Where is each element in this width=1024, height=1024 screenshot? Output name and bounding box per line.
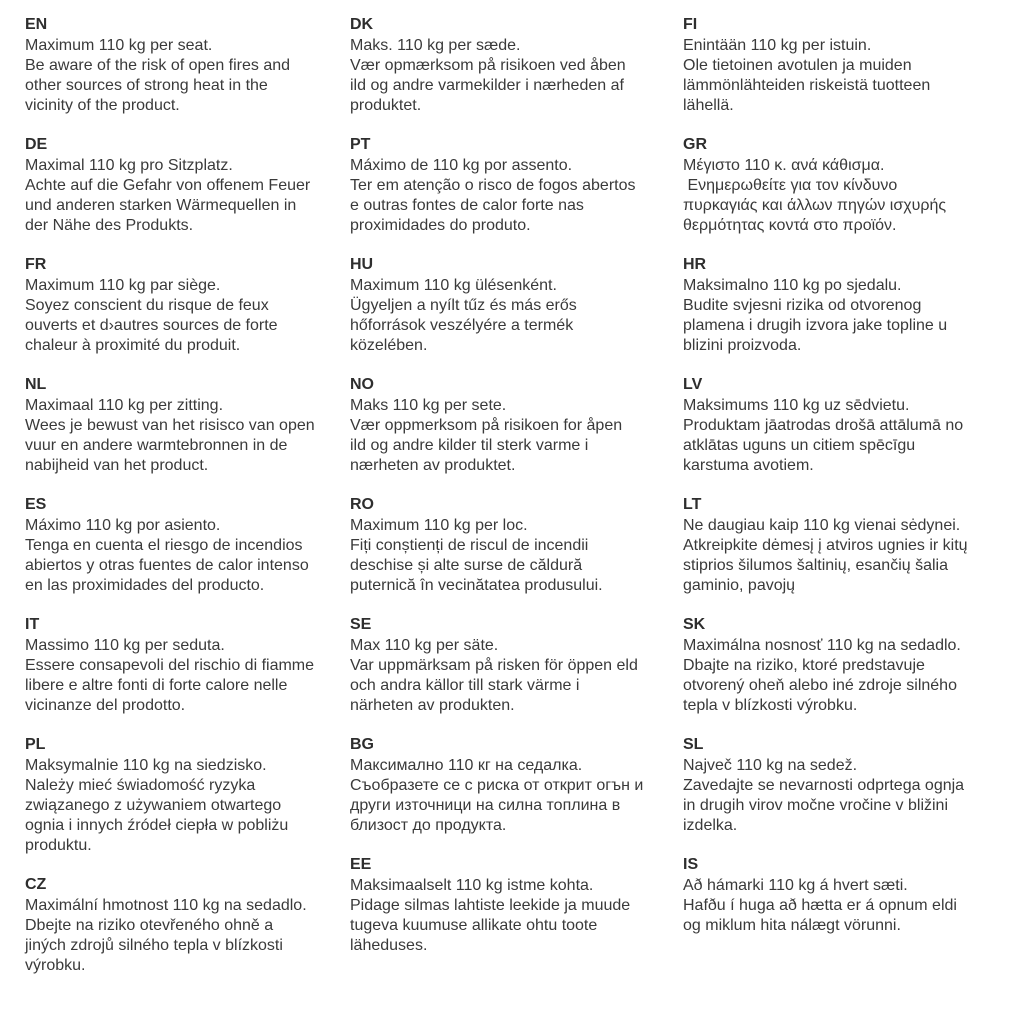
- warning-line: Máximo 110 kg por asiento.: [25, 517, 221, 534]
- language-block-ee: [350, 854, 683, 956]
- warning-line: Be aware of the risk of open fires and: [25, 57, 291, 74]
- warning-line: tugeva kuumuse allikate ohtu toote: [350, 917, 598, 934]
- warning-line: Maximálna nosnosť 110 kg na sedadlo.: [683, 637, 961, 654]
- language-block-en: [25, 14, 350, 116]
- warning-line: puternică în vecinătatea produsului.: [350, 577, 603, 594]
- warning-line: Massimo 110 kg per seduta.: [25, 637, 225, 654]
- language-code: IT: [25, 616, 40, 633]
- warning-line: ognia i innych źródeł ciepła w pobliżu: [25, 817, 289, 834]
- warning-line: blizini proizvoda.: [683, 337, 802, 354]
- warning-line: Maximum 110 kg par siège.: [25, 277, 221, 294]
- warning-line: Maksimaalselt 110 kg istme kohta.: [350, 877, 594, 894]
- warning-line: Hafðu í huga að hætta er á opnum eldi: [683, 897, 957, 914]
- warning-line: Maximal 110 kg pro Sitzplatz.: [25, 157, 233, 174]
- warning-line: Maks 110 kg per sete.: [350, 397, 507, 414]
- language-code: SE: [350, 616, 372, 633]
- language-block-dk: [350, 14, 683, 116]
- warning-line: abiertos y otras fuentes de calor intenso: [25, 557, 309, 574]
- warning-line: Ter em atenção o risco de fogos abertos: [350, 177, 636, 194]
- language-code: FR: [25, 256, 47, 273]
- warning-line: lämmönlähteiden riskeistä tuotteen: [683, 77, 931, 94]
- warning-line: närheten av produkten.: [350, 697, 515, 714]
- warning-line: други източници на силна топлина в: [350, 797, 621, 814]
- warning-line: Maksimalno 110 kg po sjedalu.: [683, 277, 902, 294]
- language-code: PL: [25, 736, 46, 753]
- warning-line: Ne daugiau kaip 110 kg vienai sėdynei.: [683, 517, 961, 534]
- warning-line: karstuma avotiem.: [683, 457, 814, 474]
- language-code: ES: [25, 496, 47, 513]
- warning-line: Wees je bewust van het risisco van open: [25, 417, 315, 434]
- language-code: DK: [350, 16, 374, 33]
- warning-line: Dbejte na riziko otevřeného ohně a: [25, 917, 274, 934]
- language-code: HR: [683, 256, 707, 273]
- warning-line: Að hámarki 110 kg á hvert sæti.: [683, 877, 908, 894]
- language-block-hu: [350, 254, 683, 356]
- language-code: FI: [683, 16, 698, 33]
- warning-line: Var uppmärksam på risken för öppen eld: [350, 657, 638, 674]
- warning-line: Ügyeljen a nyílt tűz és más erős: [350, 297, 577, 314]
- language-code: GR: [683, 136, 707, 153]
- warning-line: ild og andre varmekilder i nærheden af: [350, 77, 624, 94]
- language-code: LV: [683, 376, 703, 393]
- warning-line: libere e altre fonti di forte calore nelle: [25, 677, 288, 694]
- language-block-es: [25, 494, 350, 596]
- warning-line: en las proximidades del producto.: [25, 577, 265, 594]
- column-left: [25, 14, 350, 994]
- warning-line: vicinity of the product.: [25, 97, 180, 114]
- language-code: CZ: [25, 876, 47, 893]
- warning-line: ouverts et d›autres sources de forte: [25, 317, 278, 334]
- warning-line: atklātas uguns un citiem spēcīgu: [683, 437, 916, 454]
- language-block-ro: [350, 494, 683, 596]
- warning-line: in drugih virov močne vročine v bližini: [683, 797, 948, 814]
- language-code: NL: [25, 376, 47, 393]
- warning-line: nærheten av produktet.: [350, 457, 516, 474]
- language-block-fr: [25, 254, 350, 356]
- language-code: EE: [350, 856, 372, 873]
- warning-line: otvorený oheň alebo iné zdroje silného: [683, 677, 957, 694]
- warning-line: und anderen starken Wärmequellen in: [25, 197, 297, 214]
- warning-line: gaminio, pavojų: [683, 577, 796, 594]
- warning-line: πυρκαγιάς και άλλων πηγών ισχυρής: [683, 197, 947, 214]
- column-right: [683, 14, 1024, 954]
- language-block-lv: [683, 374, 1024, 476]
- language-code: RO: [350, 496, 374, 513]
- warning-line: der Nähe des Produkts.: [25, 217, 194, 234]
- language-code: SK: [683, 616, 706, 633]
- warning-line: Максимално 110 кг на седалка.: [350, 757, 583, 774]
- warning-line: Pidage silmas lahtiste leekide ja muude: [350, 897, 631, 914]
- language-block-hr: [683, 254, 1024, 356]
- warning-line: vuur en andere warmtebronnen in de: [25, 437, 288, 454]
- warning-line: близост до продукта.: [350, 817, 507, 834]
- warning-line: produktet.: [350, 97, 422, 114]
- language-block-lt: [683, 494, 1024, 596]
- warning-line: e outras fontes de calor forte nas: [350, 197, 584, 214]
- warning-line: výrobku.: [25, 957, 86, 974]
- language-block-pl: [25, 734, 350, 856]
- language-code: NO: [350, 376, 374, 393]
- warning-line: Essere consapevoli del rischio di fiamme: [25, 657, 315, 674]
- language-code: BG: [350, 736, 374, 753]
- language-block-it: [25, 614, 350, 716]
- language-code: IS: [683, 856, 699, 873]
- warning-line: other sources of strong heat in the: [25, 77, 268, 94]
- warning-line: Achte auf die Gefahr von offenem Feuer: [25, 177, 311, 194]
- warning-line: Máximo de 110 kg por assento.: [350, 157, 573, 174]
- warning-line: Produktam jāatrodas drošā attālumā no: [683, 417, 964, 434]
- language-block-is: [683, 854, 1024, 936]
- warning-line: Maximum 110 kg ülésenként.: [350, 277, 557, 294]
- warning-line: stiprios šilumos šaltinių, esančių šalia: [683, 557, 948, 574]
- warning-line: produktu.: [25, 837, 92, 854]
- warning-line: Należy mieć świadomość ryzyka: [25, 777, 256, 794]
- warning-line: jiných zdrojů silného tepla v blízkosti: [25, 937, 283, 954]
- warning-line: proximidades do produto.: [350, 217, 531, 234]
- warning-line: nabijheid van het product.: [25, 457, 209, 474]
- warning-line: Maksimums 110 kg uz sēdvietu.: [683, 397, 910, 414]
- language-block-no: [350, 374, 683, 476]
- warning-line: ild og andre kilder til sterk varme i: [350, 437, 589, 454]
- warning-line: vicinanze del prodotto.: [25, 697, 186, 714]
- language-block-gr: [683, 134, 1024, 236]
- warning-line: Съобразете се с риска от открит огън и: [350, 777, 644, 794]
- warning-line: Maximální hmotnost 110 kg na sedadlo.: [25, 897, 307, 914]
- warning-line: związanego z używaniem otwartego: [25, 797, 282, 814]
- warning-line: Zavedajte se nevarnosti odprtega ognja: [683, 777, 965, 794]
- language-block-sk: [683, 614, 1024, 716]
- warning-line: Ενημερωθείτε για τον κίνδυνο: [683, 177, 898, 194]
- language-block-fi: [683, 14, 1024, 116]
- warning-line: Maximaal 110 kg per zitting.: [25, 397, 224, 414]
- warning-line: Ole tietoinen avotulen ja muiden: [683, 57, 912, 74]
- warning-line: og miklum hita nálægt vörunni.: [683, 917, 901, 934]
- warning-line: Največ 110 kg na sedež.: [683, 757, 858, 774]
- warning-line: deschise și alte surse de căldură: [350, 557, 583, 574]
- warning-line: Vær oppmerksom på risikoen for åpen: [350, 417, 623, 434]
- language-block-sl: [683, 734, 1024, 836]
- warning-line: Maksymalnie 110 kg na siedzisko.: [25, 757, 267, 774]
- warning-line: közelében.: [350, 337, 428, 354]
- language-block-nl: [25, 374, 350, 476]
- warning-line: plamena i drugih izvora jake topline u: [683, 317, 948, 334]
- warning-line: Soyez conscient du risque de feux: [25, 297, 269, 314]
- language-block-cz: [25, 874, 350, 976]
- warning-line: och andra källor till stark värme i: [350, 677, 580, 694]
- language-code: SL: [683, 736, 704, 753]
- language-code: PT: [350, 136, 371, 153]
- warning-line: Tenga en cuenta el riesgo de incendios: [25, 537, 303, 554]
- warning-line: Budite svjesni rizika od otvorenog: [683, 297, 922, 314]
- warning-line: Vær opmærksom på risikoen ved åben: [350, 57, 626, 74]
- warning-line: Dbajte na riziko, ktoré predstavuje: [683, 657, 925, 674]
- warning-line: izdelka.: [683, 817, 738, 834]
- language-block-bg: [350, 734, 683, 836]
- warning-line: Maks. 110 kg per sæde.: [350, 37, 521, 54]
- language-block-pt: [350, 134, 683, 236]
- warning-line: Enintään 110 kg per istuin.: [683, 37, 872, 54]
- warning-line: chaleur à proximité du produit.: [25, 337, 241, 354]
- language-block-se: [350, 614, 683, 716]
- language-code: HU: [350, 256, 374, 273]
- warning-line: θερμότητας κοντά στο προϊόν.: [683, 217, 897, 234]
- language-code: DE: [25, 136, 48, 153]
- warning-line: Atkreipkite dėmesį į atviros ugnies ir kitų: [683, 537, 968, 554]
- language-code: EN: [25, 16, 48, 33]
- language-code: LT: [683, 496, 702, 513]
- warning-line: Fiți conștienți de riscul de incendii: [350, 537, 589, 554]
- warning-line: lähellä.: [683, 97, 734, 114]
- warning-line: läheduses.: [350, 937, 428, 954]
- warning-line: Μέγιστο 110 κ. ανά κάθισμα.: [683, 157, 885, 174]
- warning-line: Maximum 110 kg per loc.: [350, 517, 528, 534]
- warning-line: Max 110 kg per säte.: [350, 637, 499, 654]
- warning-line: hőforrások veszélyére a termék: [350, 317, 574, 334]
- column-middle: [350, 14, 683, 974]
- language-block-de: [25, 134, 350, 236]
- warning-line: tepla v blízkosti výrobku.: [683, 697, 858, 714]
- warning-line: Maximum 110 kg per seat.: [25, 37, 213, 54]
